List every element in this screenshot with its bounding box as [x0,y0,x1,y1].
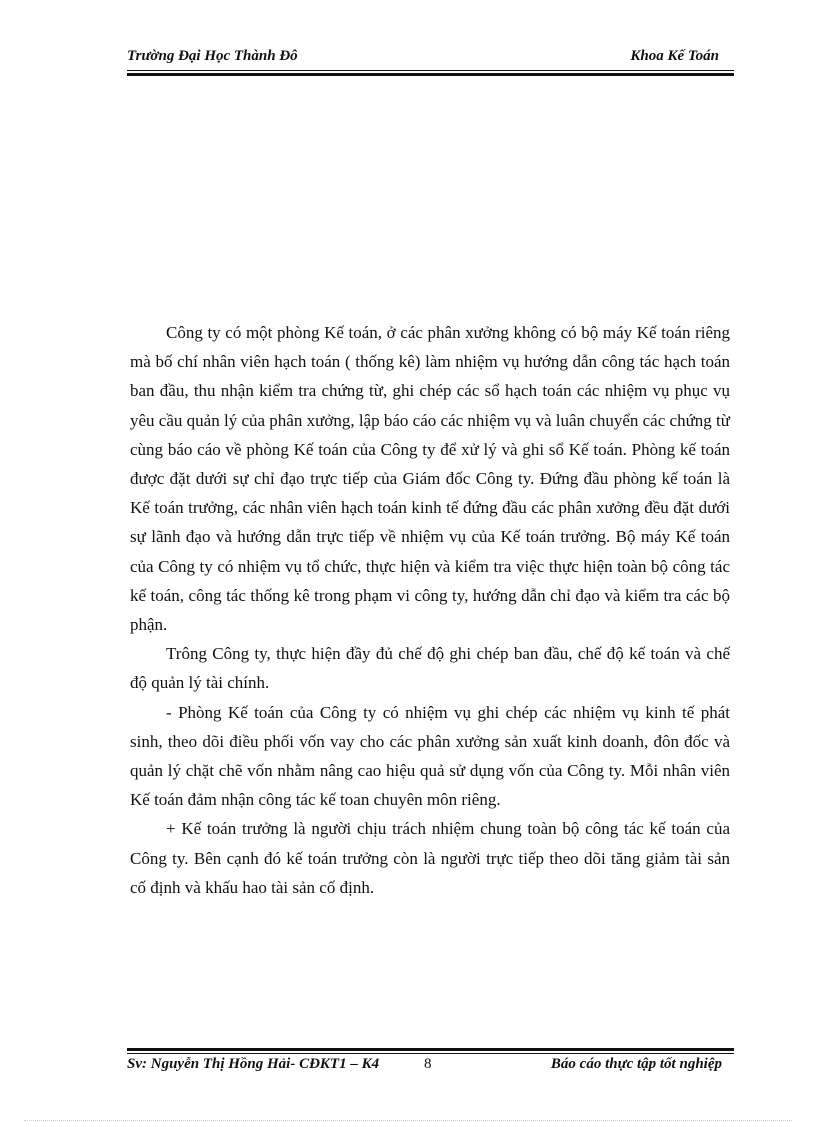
header-department: Khoa Kế Toán [630,48,719,64]
paragraph: Trông Công ty, thực hiện đầy đủ chế độ ghi chép ban đầu, chế độ kế toán và chế độ quản lý tài chính. [130,644,730,693]
page-header [127,48,734,70]
page-bottom-dotted-line [24,1120,792,1121]
footer-rule-thin [127,1053,734,1054]
paragraph: - Phòng Kế toán của Công ty có nhiệm vụ ghi chép các nhiệm vụ kinh tế phát sinh, theo dõi điều phối vốn vay cho các phân xưởng sản xuất kinh doanh, đôn đốc và quản lý chặt chẽ vốn nhằm nâng cao hiệu quả sử dụng vốn của Công ty. Mỗi nhân viên Kế toán đảm nhận công tác kế toan chuyên môn riêng. [130,702,730,810]
document-body [130,318,730,902]
paragraph: Công ty có một phòng Kế toán, ở các phân xưởng không có bộ máy Kế toán riêng mà bố chí nhân viên hạch toán ( thống kê) làm nhiệm vụ hướng dẫn công tác hạch toán ban đầu, thu nhận kiểm tra chứng từ, ghi chép các sổ hạch toán các nhiệm vụ phục vụ yêu cầu quản lý của phân xưởng, lập báo cáo các nhiệm vụ và luân chuyển các chứng từ cùng báo cáo về phòng Kế toán của Công ty để xử lý và ghi sổ Kế toán. Phòng kế toán được đặt dưới sự chỉ đạo trực tiếp của Giám đốc Công ty. Đứng đầu phòng kế toán là Kế toán trưởng, các nhân viên hạch toán kinh tế đứng đầu các phân xưởng đều đặt dưới sự lãnh đạo và hướng dẫn trực tiếp về nhiệm vụ của Kế toán trưởng. Bộ máy Kế toán của Công ty có nhiệm vụ tổ chức, thực hiện và kiểm tra việc thực hiện toàn bộ công tác kế toán, công tác thống kê trong phạm vi công ty, hướng dẫn chỉ đạo và kiểm tra các bộ phận. [130,323,730,635]
paragraph: + Kế toán trưởng là người chịu trách nhiệm chung toàn bộ công tác kế toán của Công ty. Bên cạnh đó kế toán trưởng còn là người trực tiếp theo dõi tăng giảm tài sản cố định và khấu hao tài sản cố định. [130,819,730,897]
footer-report-title: Báo cáo thực tập tốt nghiệp [550,1056,722,1072]
footer-student-name: Sv: Nguyễn Thị Hồng Hải- CĐKT1 – K4 [127,1056,380,1072]
header-rule-thin [127,70,734,71]
header-school-name: Trường Đại Học Thành Đô [127,48,298,64]
page-number: 8 [424,1056,432,1072]
footer-rule-thick [127,1048,734,1051]
header-rule-thick [127,73,734,76]
page-footer [127,1056,734,1078]
